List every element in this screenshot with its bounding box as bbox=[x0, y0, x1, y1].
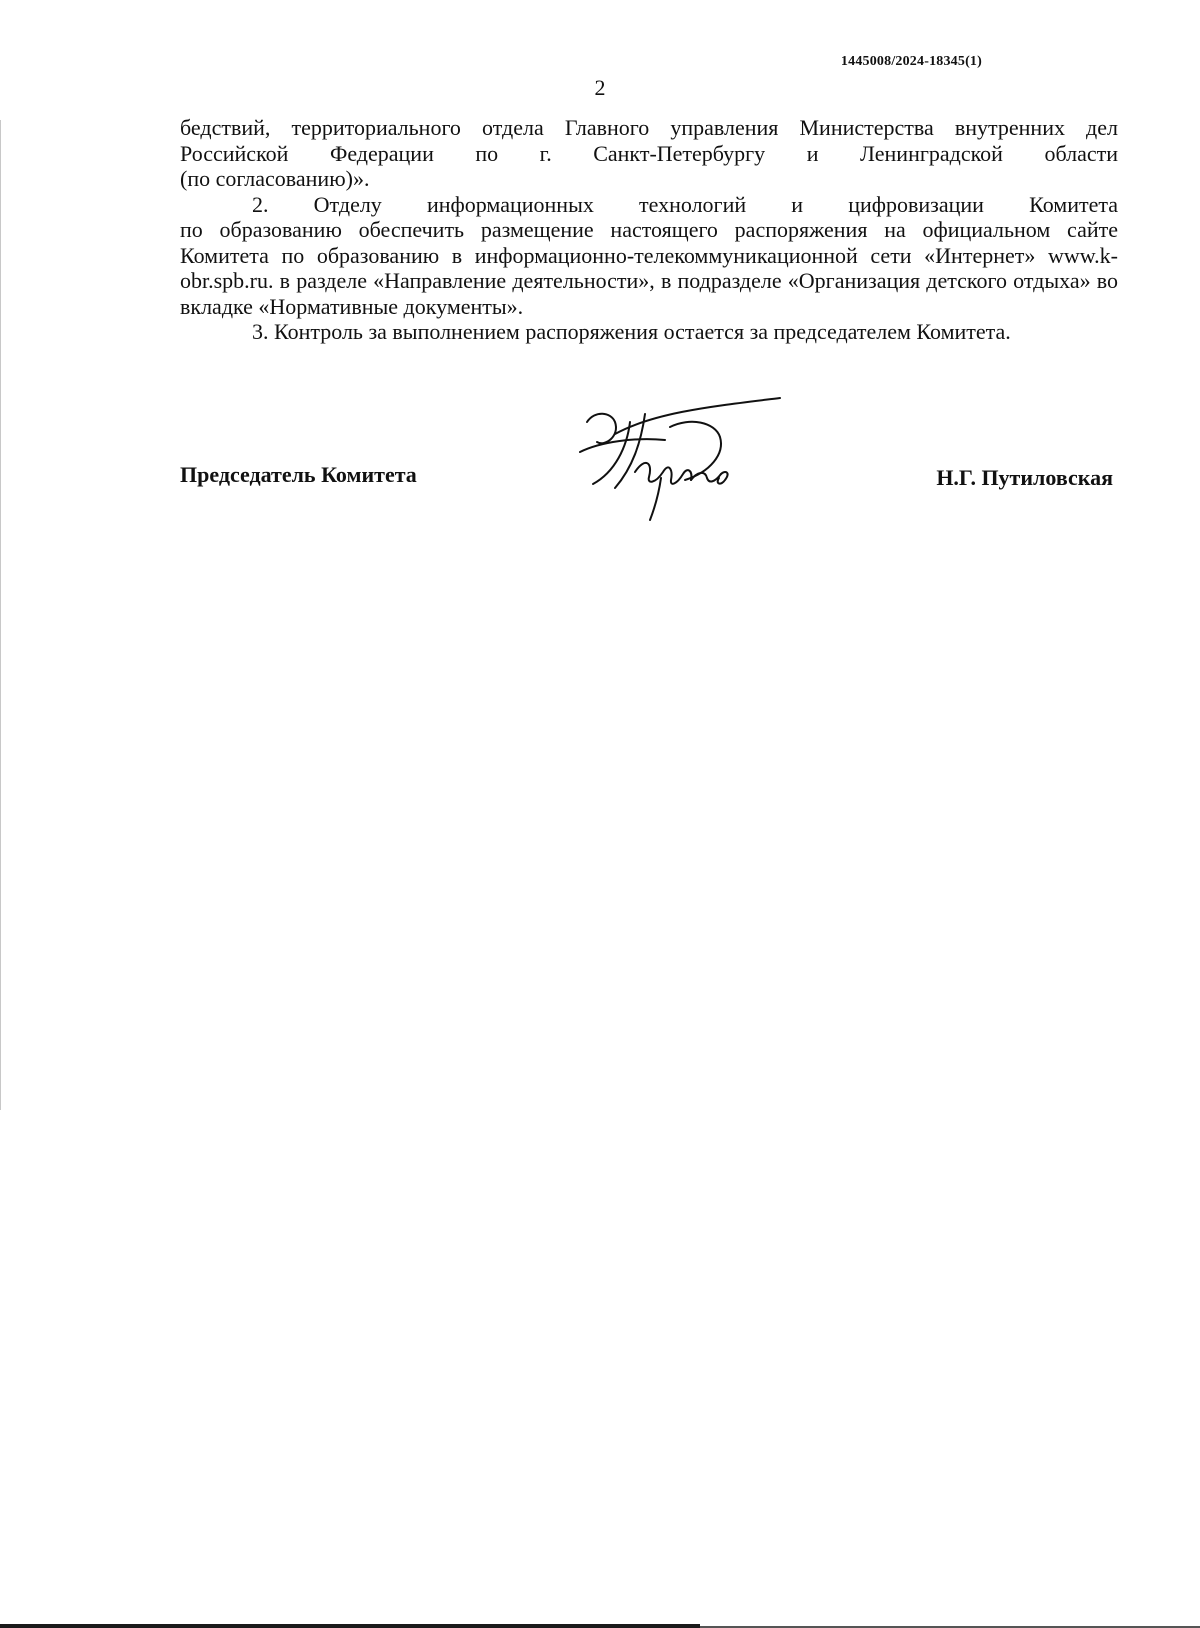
item-3-text: 3. Контроль за выполнением распоряжения остается за председателем Комитета. bbox=[252, 319, 1011, 344]
page-number: 2 bbox=[594, 75, 606, 100]
paragraph-continuation-line-3: (по согласованию)». bbox=[180, 166, 370, 191]
scan-edge-line bbox=[0, 120, 1, 1110]
paragraph-continuation-line-1: бедствий, территориального отдела Главного управления Министерства внутренних дел bbox=[180, 115, 1118, 140]
scan-bottom-border bbox=[0, 1624, 700, 1628]
item-2-text: по образованию обеспечить размещение настоящего распоряжения на официальном сайте Комитета по образованию в информационно-телекоммуникационной сети «Интернет» www.k-obr.spb.ru. в разделе «Направление деятельности», в подразделе «Организация детского отдыха» во вкладке «Нормативные документы». bbox=[180, 217, 1118, 319]
signature-block bbox=[180, 462, 1118, 502]
paragraph-continuation-line-2: Российской Федерации по г. Санкт-Петербургу и Ленинградской области bbox=[180, 140, 1118, 166]
document-body bbox=[180, 115, 1118, 345]
document-registration-number: 1445008/2024-18345(1) bbox=[840, 54, 982, 69]
signatory-name: Н.Г. Путиловская bbox=[936, 465, 1113, 490]
signatory-role: Председатель Комитета bbox=[180, 462, 417, 487]
item-2-first-line: 2. Отделу информационных технологий и цифровизации Комитета bbox=[252, 191, 1118, 217]
